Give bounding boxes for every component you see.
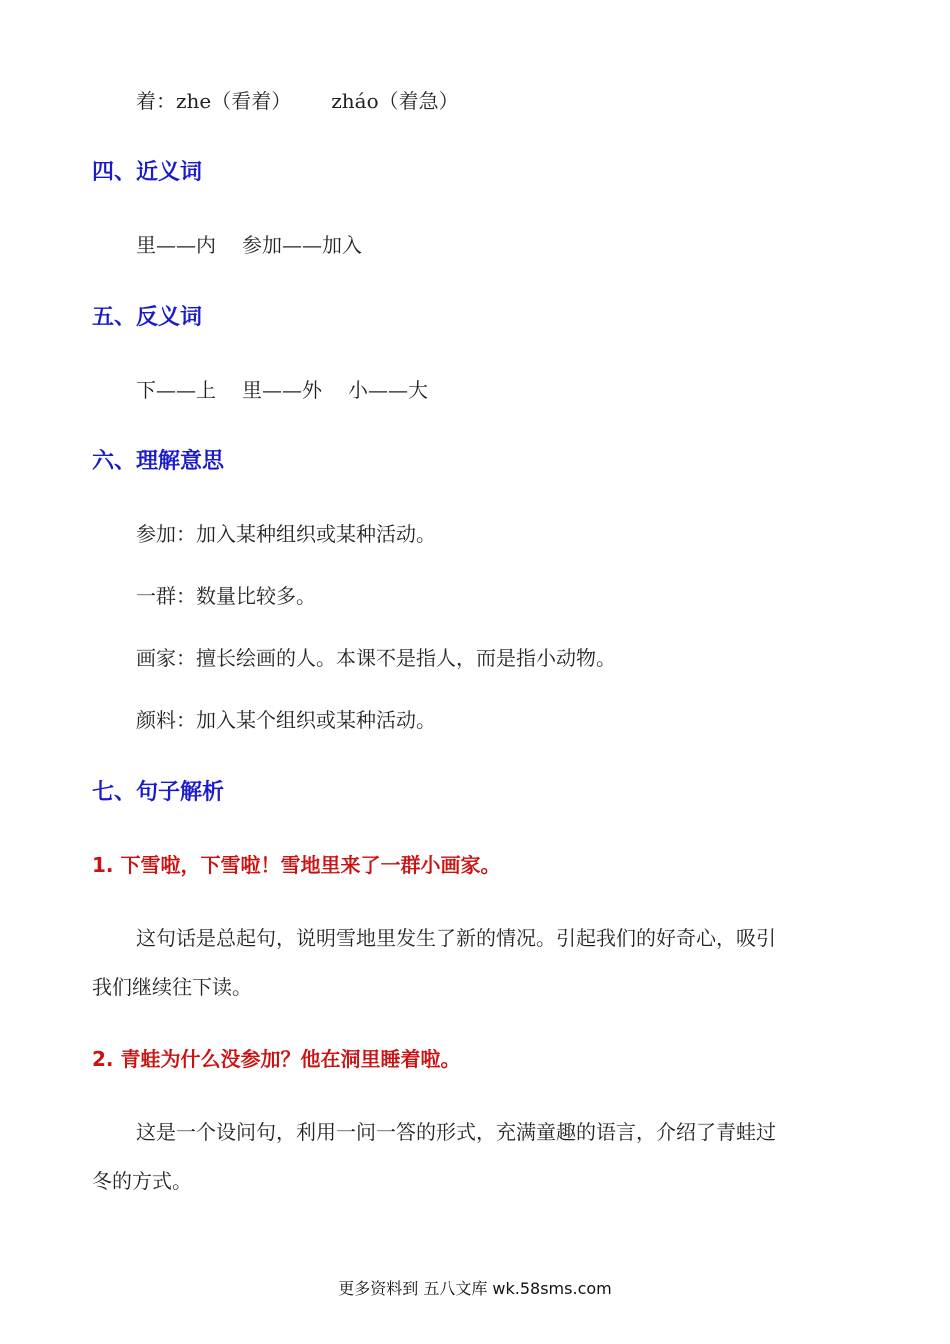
meaning-item: 画家：擅长绘画的人。本课不是指人，而是指小动物。 xyxy=(136,646,616,670)
sentence-title: 2. 青蛙为什么没参加？他在洞里睡着啦。 xyxy=(92,1047,461,1071)
meaning-item: 颜料：加入某个组织或某种活动。 xyxy=(136,708,436,732)
meaning-item: 一群：数量比较多。 xyxy=(136,584,316,608)
section-heading-antonyms: 五、反义词 xyxy=(92,305,203,330)
pronunciation-reading-2: zháo（着急） xyxy=(331,89,459,113)
synonym-pair: 里——内 xyxy=(136,233,216,257)
section-heading-synonyms: 四、近义词 xyxy=(92,160,203,185)
antonym-pair: 里——外 xyxy=(242,378,322,402)
pronunciation-char: 着： xyxy=(136,89,176,113)
antonym-pair: 小——大 xyxy=(348,378,428,402)
antonym-pair: 下——上 xyxy=(136,378,216,402)
sentence-explanation-line: 这句话是总起句，说明雪地里发生了新的情况。引起我们的好奇心，吸引 xyxy=(136,926,776,950)
pronunciation-reading-1: zhe（看着） xyxy=(176,89,292,113)
footer-source-link[interactable]: 更多资料到 五八文库 wk.58sms.com xyxy=(338,1279,612,1298)
sentence-explanation-line: 冬的方式。 xyxy=(92,1169,192,1193)
antonym-pairs xyxy=(136,375,428,405)
section-heading-sentence-analysis: 七、句子解析 xyxy=(92,780,225,805)
synonym-pairs xyxy=(136,230,362,260)
pronunciation-line xyxy=(136,86,459,116)
synonym-pair: 参加——加入 xyxy=(242,233,362,257)
sentence-title: 1. 下雪啦，下雪啦！雪地里来了一群小画家。 xyxy=(92,853,501,877)
section-heading-meanings: 六、理解意思 xyxy=(92,449,225,474)
sentence-explanation-line: 我们继续往下读。 xyxy=(92,975,252,999)
sentence-explanation-line: 这是一个设问句，利用一问一答的形式，充满童趣的语言，介绍了青蛙过 xyxy=(136,1120,776,1144)
meaning-item: 参加：加入某种组织或某种活动。 xyxy=(136,522,436,546)
